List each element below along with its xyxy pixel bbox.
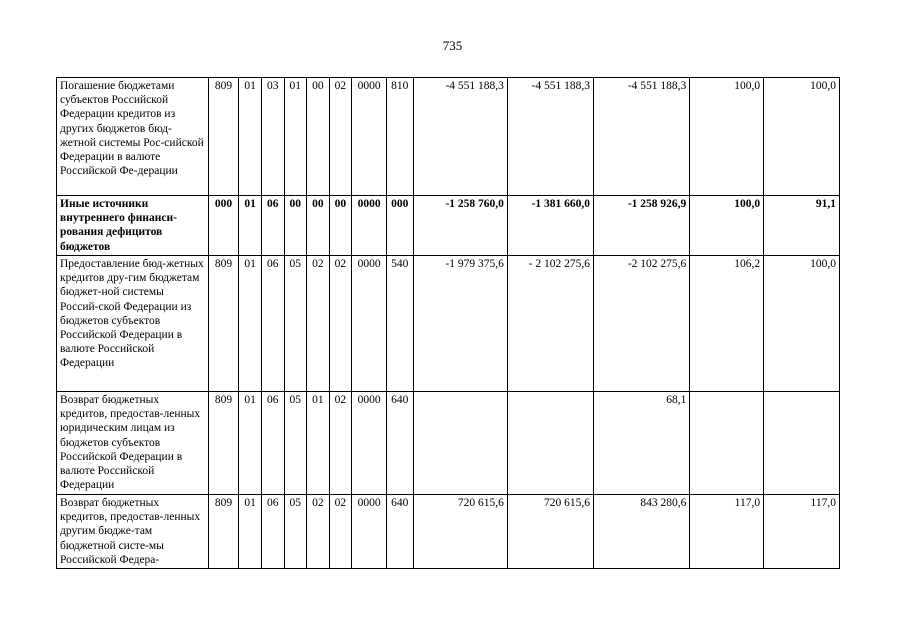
classification-code-cell: 640 [386,392,413,495]
amount-cell: 100,0 [690,196,764,256]
amount-cell [413,392,507,495]
amount-cell: -1 381 660,0 [507,196,593,256]
classification-code-cell: 00 [307,196,330,256]
classification-code-cell: 640 [386,495,413,569]
classification-code-cell: 01 [239,256,262,392]
amount-cell: 117,0 [690,495,764,569]
classification-code-cell: 0000 [352,78,387,196]
classification-code-cell: 06 [261,495,284,569]
classification-code-cell: 05 [284,495,307,569]
amount-cell: 100,0 [764,78,840,196]
classification-code-cell: 0000 [352,196,387,256]
classification-code-cell: 02 [307,495,330,569]
classification-code-cell: 00 [307,78,330,196]
page-number: 735 [442,38,463,53]
classification-code-cell: 01 [284,78,307,196]
table-row [57,256,840,392]
classification-code-cell: 809 [208,392,239,495]
amount-cell: -1 258 926,9 [593,196,689,256]
classification-code-cell: 809 [208,78,239,196]
row-description: Возврат бюджетных кредитов, предостав-ленных юридическим лицам из бюджетов субъектов Российской Федерации в валюте Российской Федерации [57,392,209,495]
amount-cell: - 2 102 275,6 [507,256,593,392]
classification-code-cell: 0000 [352,256,387,392]
amount-cell [690,392,764,495]
classification-code-cell: 000 [386,196,413,256]
classification-code-cell: 06 [261,256,284,392]
classification-code-cell: 810 [386,78,413,196]
budget-sources-table [56,77,840,569]
classification-code-cell: 809 [208,495,239,569]
amount-cell: 106,2 [690,256,764,392]
amount-cell: 68,1 [593,392,689,495]
classification-code-cell: 000 [208,196,239,256]
amount-cell [507,392,593,495]
amount-cell: 720 615,6 [507,495,593,569]
classification-code-cell: 0000 [352,495,387,569]
amount-cell: 843 280,6 [593,495,689,569]
amount-cell: -4 551 188,3 [507,78,593,196]
classification-code-cell: 01 [239,78,262,196]
classification-code-cell: 01 [239,392,262,495]
amount-cell [764,392,840,495]
classification-code-cell: 03 [261,78,284,196]
classification-code-cell: 01 [239,196,262,256]
amount-cell: -2 102 275,6 [593,256,689,392]
amount-cell: -4 551 188,3 [593,78,689,196]
amount-cell: 91,1 [764,196,840,256]
classification-code-cell: 01 [307,392,330,495]
row-description: Иные источники внутреннего финанси-рования дефицитов бюджетов [57,196,209,256]
classification-code-cell: 02 [329,256,352,392]
classification-code-cell: 05 [284,392,307,495]
classification-code-cell: 05 [284,256,307,392]
classification-code-cell: 02 [329,392,352,495]
amount-cell: 100,0 [690,78,764,196]
row-description: Предоставление бюд-жетных кредитов дру-гим бюджетам бюджет-ной системы Россий-ской Федерации из бюджетов субъектов Российской Федерации в валюте Российской Федерации [57,256,209,392]
amount-cell: 720 615,6 [413,495,507,569]
amount-cell: -4 551 188,3 [413,78,507,196]
amount-cell: 117,0 [764,495,840,569]
amount-cell: -1 258 760,0 [413,196,507,256]
table-row [57,78,840,196]
classification-code-cell: 0000 [352,392,387,495]
classification-code-cell: 06 [261,196,284,256]
classification-code-cell: 02 [329,78,352,196]
table-row [57,196,840,256]
classification-code-cell: 540 [386,256,413,392]
row-description: Возврат бюджетных кредитов, предостав-ленных другим бюдже-там бюджетной систе-мы Российской Федера- [57,495,209,569]
classification-code-cell: 01 [239,495,262,569]
row-description: Погашение бюджетами субъектов Российской Федерации кредитов из других бюджетов бюд-жетной системы Рос-сийской Федерации в валюте Российской Фе-дерации [57,78,209,196]
classification-code-cell: 02 [329,495,352,569]
classification-code-cell: 00 [284,196,307,256]
amount-cell: -1 979 375,6 [413,256,507,392]
classification-code-cell: 809 [208,256,239,392]
classification-code-cell: 06 [261,392,284,495]
table-row [57,392,840,495]
amount-cell: 100,0 [764,256,840,392]
classification-code-cell: 02 [307,256,330,392]
table-row [57,495,840,569]
classification-code-cell: 00 [329,196,352,256]
